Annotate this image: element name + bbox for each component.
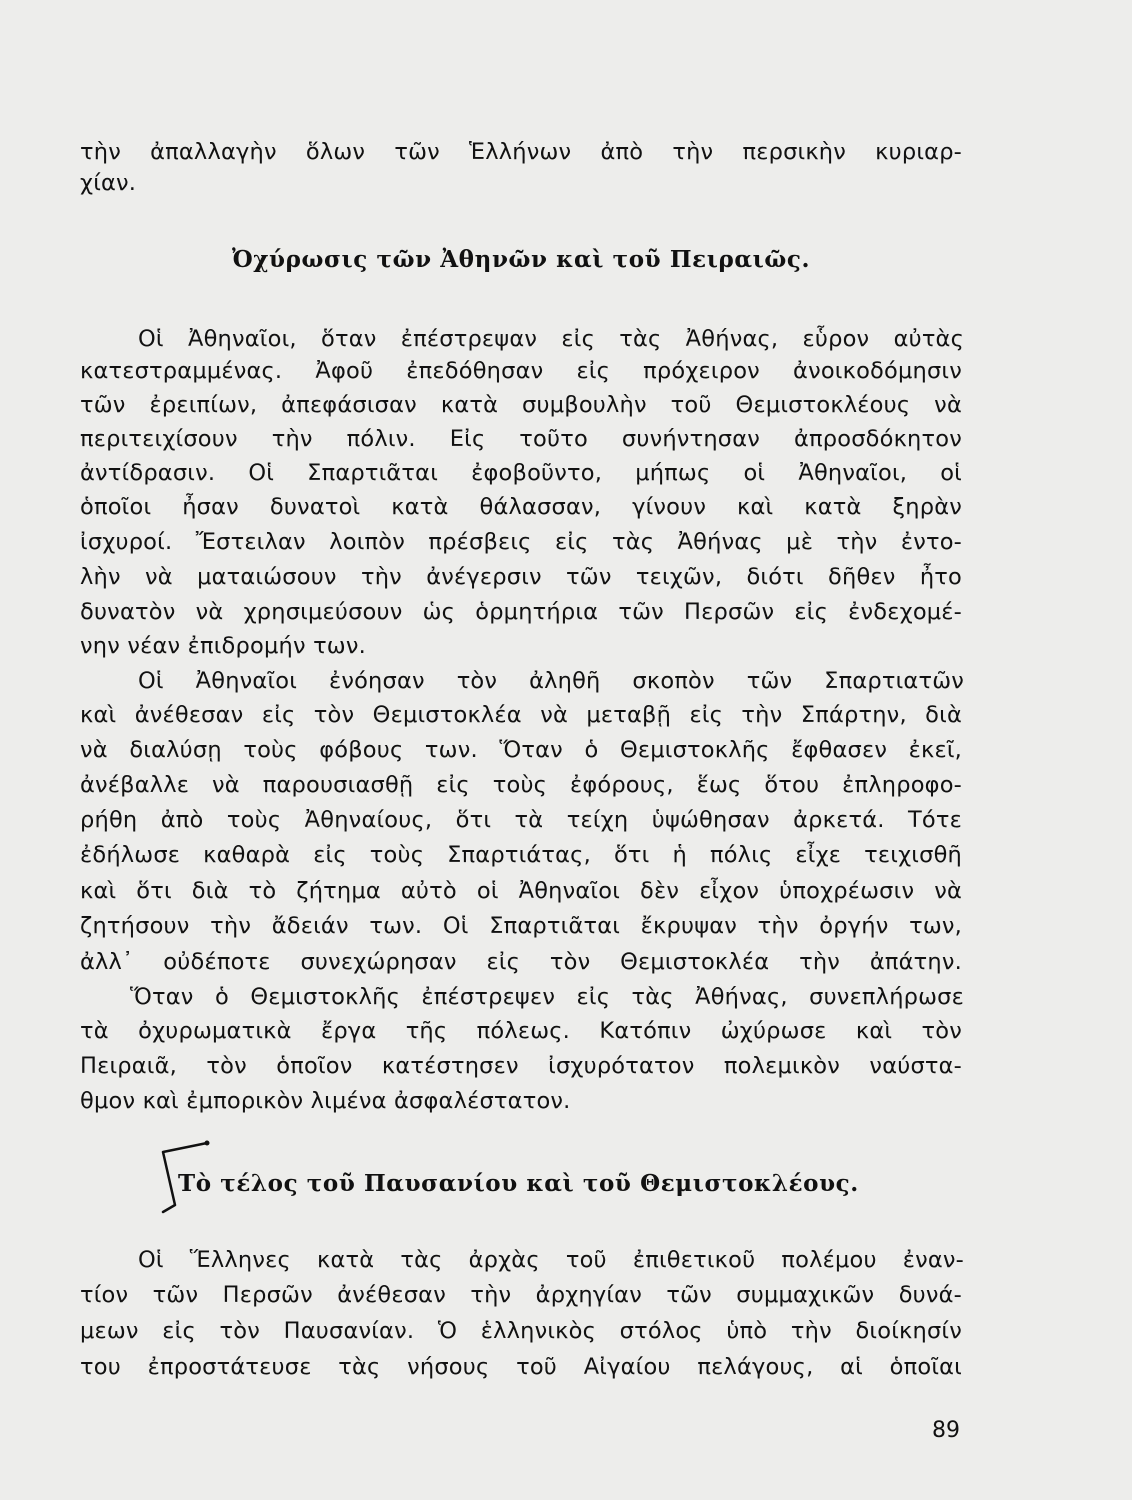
paragraph-line: Οἱ Ἀθηναῖοι ἐνόησαν τὸν ἀληθῆ σκοπὸν τῶν Σπαρτιατῶν [138, 668, 964, 694]
paragraph-line: ἰσχυροί. Ἔστειλαν λοιπὸν πρέσβεις εἰς τὰς Ἀθήνας μὲ τὴν ἐντο- [80, 529, 962, 555]
paragraph-line: Ὅταν ὁ Θεμιστοκλῆς ἐπέστρεψεν εἰς τὰς Ἀθήνας, συνεπλήρωσε [130, 984, 964, 1010]
paragraph-line: ζητήσουν τὴν ἄδειάν των. Οἱ Σπαρτιᾶται ἔκρυψαν τὴν ὀργήν των, [80, 913, 962, 939]
paragraph-line: ἀλλ᾽ οὐδέποτε συνεχώρησαν εἰς τὸν Θεμιστοκλέα τὴν ἀπάτην. [80, 949, 962, 975]
text-line: χίαν. [80, 170, 137, 196]
section-heading: Ὀχύρωσις τῶν Ἀθηνῶν καὶ τοῦ Πειραιῶς. [232, 246, 811, 273]
paragraph-line: μεων εἰς τὸν Παυσανίαν. Ὁ ἑλληνικὸς στόλος ὑπὸ τὴν διοίκησίν [80, 1318, 962, 1344]
paragraph-line: του ἐπροστάτευσε τὰς νήσους τοῦ Αἰγαίου πελάγους, αἱ ὁποῖαι [80, 1354, 962, 1380]
paragraph-line: Οἱ Ἀθηναῖοι, ὅταν ἐπέστρεψαν εἰς τὰς Ἀθήνας, εὗρον αὐτὰς [138, 326, 964, 352]
paragraph-line: ὁποῖοι ἦσαν δυνατοὶ κατὰ θάλασσαν, γίνουν καὶ κατὰ ξηρὰν [80, 494, 962, 520]
paragraph-line: περιτειχίσουν τὴν πόλιν. Εἰς τοῦτο συνήντησαν ἀπροσδόκητον [80, 426, 962, 452]
paragraph-line: ρήθη ἀπὸ τοὺς Ἀθηναίους, ὅτι τὰ τείχη ὑψώθησαν ἀρκετά. Τότε [80, 807, 962, 833]
paragraph-line: τίον τῶν Περσῶν ἀνέθεσαν τὴν ἀρχηγίαν τῶν συμμαχικῶν δυνά- [80, 1282, 962, 1308]
paragraph-line: ἀνέβαλλε νὰ παρουσιασθῇ εἰς τοὺς ἐφόρους, ἕως ὅτου ἐπληροφο- [80, 772, 962, 798]
paragraph-line: λὴν νὰ ματαιώσουν τὴν ἀνέγερσιν τῶν τειχῶν, διότι δῆθεν ἦτο [80, 564, 962, 590]
paragraph-line: ἀντίδρασιν. Οἱ Σπαρτιᾶται ἐφοβοῦντο, μήπως οἱ Ἀθηναῖοι, οἱ [80, 460, 962, 486]
paragraph-line: Οἱ Ἕλληνες κατὰ τὰς ἀρχὰς τοῦ ἐπιθετικοῦ πολέμου ἐναν- [138, 1247, 964, 1273]
paragraph-line: Πειραιᾶ, τὸν ὁποῖον κατέστησεν ἰσχυρότατον πολεμικὸν ναύστα- [80, 1053, 962, 1079]
paragraph-line: κατεστραμμένας. Ἀφοῦ ἐπεδόθησαν εἰς πρόχειρον ἀνοικοδόμησιν [80, 358, 962, 384]
paragraph-line: καὶ ὅτι διὰ τὸ ζήτημα αὐτὸ οἱ Ἀθηναῖοι δὲν εἶχον ὑποχρέωσιν νὰ [80, 878, 962, 904]
paragraph-line: θμον καὶ ἐμπορικὸν λιμένα ἀσφαλέστατον. [80, 1088, 571, 1114]
section-heading: Τὸ τέλος τοῦ Παυσανίου καὶ τοῦ Θεμιστοκλέους. [178, 1170, 859, 1197]
paragraph-line: τὰ ὀχυρωματικὰ ἔργα τῆς πόλεως. Κατόπιν ὠχύρωσε καὶ τὸν [80, 1018, 962, 1044]
paragraph-line: νην νέαν ἐπιδρομήν των. [80, 633, 366, 659]
page-number: 89 [932, 1418, 960, 1443]
text-line: τὴν ἀπαλλαγὴν ὅλων τῶν Ἑλλήνων ἀπὸ τὴν περσικὴν κυριαρ- [80, 139, 962, 165]
paragraph-line: δυνατὸν νὰ χρησιμεύσουν ὡς ὁρμητήρια τῶν Περσῶν εἰς ἐνδεχομέ- [80, 599, 962, 625]
paragraph-line: τῶν ἐρειπίων, ἀπεφάσισαν κατὰ συμβουλὴν τοῦ Θεμιστοκλέους νὰ [80, 392, 962, 418]
paragraph-line: νὰ διαλύσῃ τοὺς φόβους των. Ὅταν ὁ Θεμιστοκλῆς ἔφθασεν ἐκεῖ, [80, 737, 962, 763]
paragraph-line: ἐδήλωσε καθαρὰ εἰς τοὺς Σπαρτιάτας, ὅτι ἡ πόλις εἶχε τειχισθῆ [80, 842, 962, 868]
paragraph-line: καὶ ἀνέθεσαν εἰς τὸν Θεμιστοκλέα νὰ μεταβῇ εἰς τὴν Σπάρτην, διὰ [80, 702, 962, 728]
